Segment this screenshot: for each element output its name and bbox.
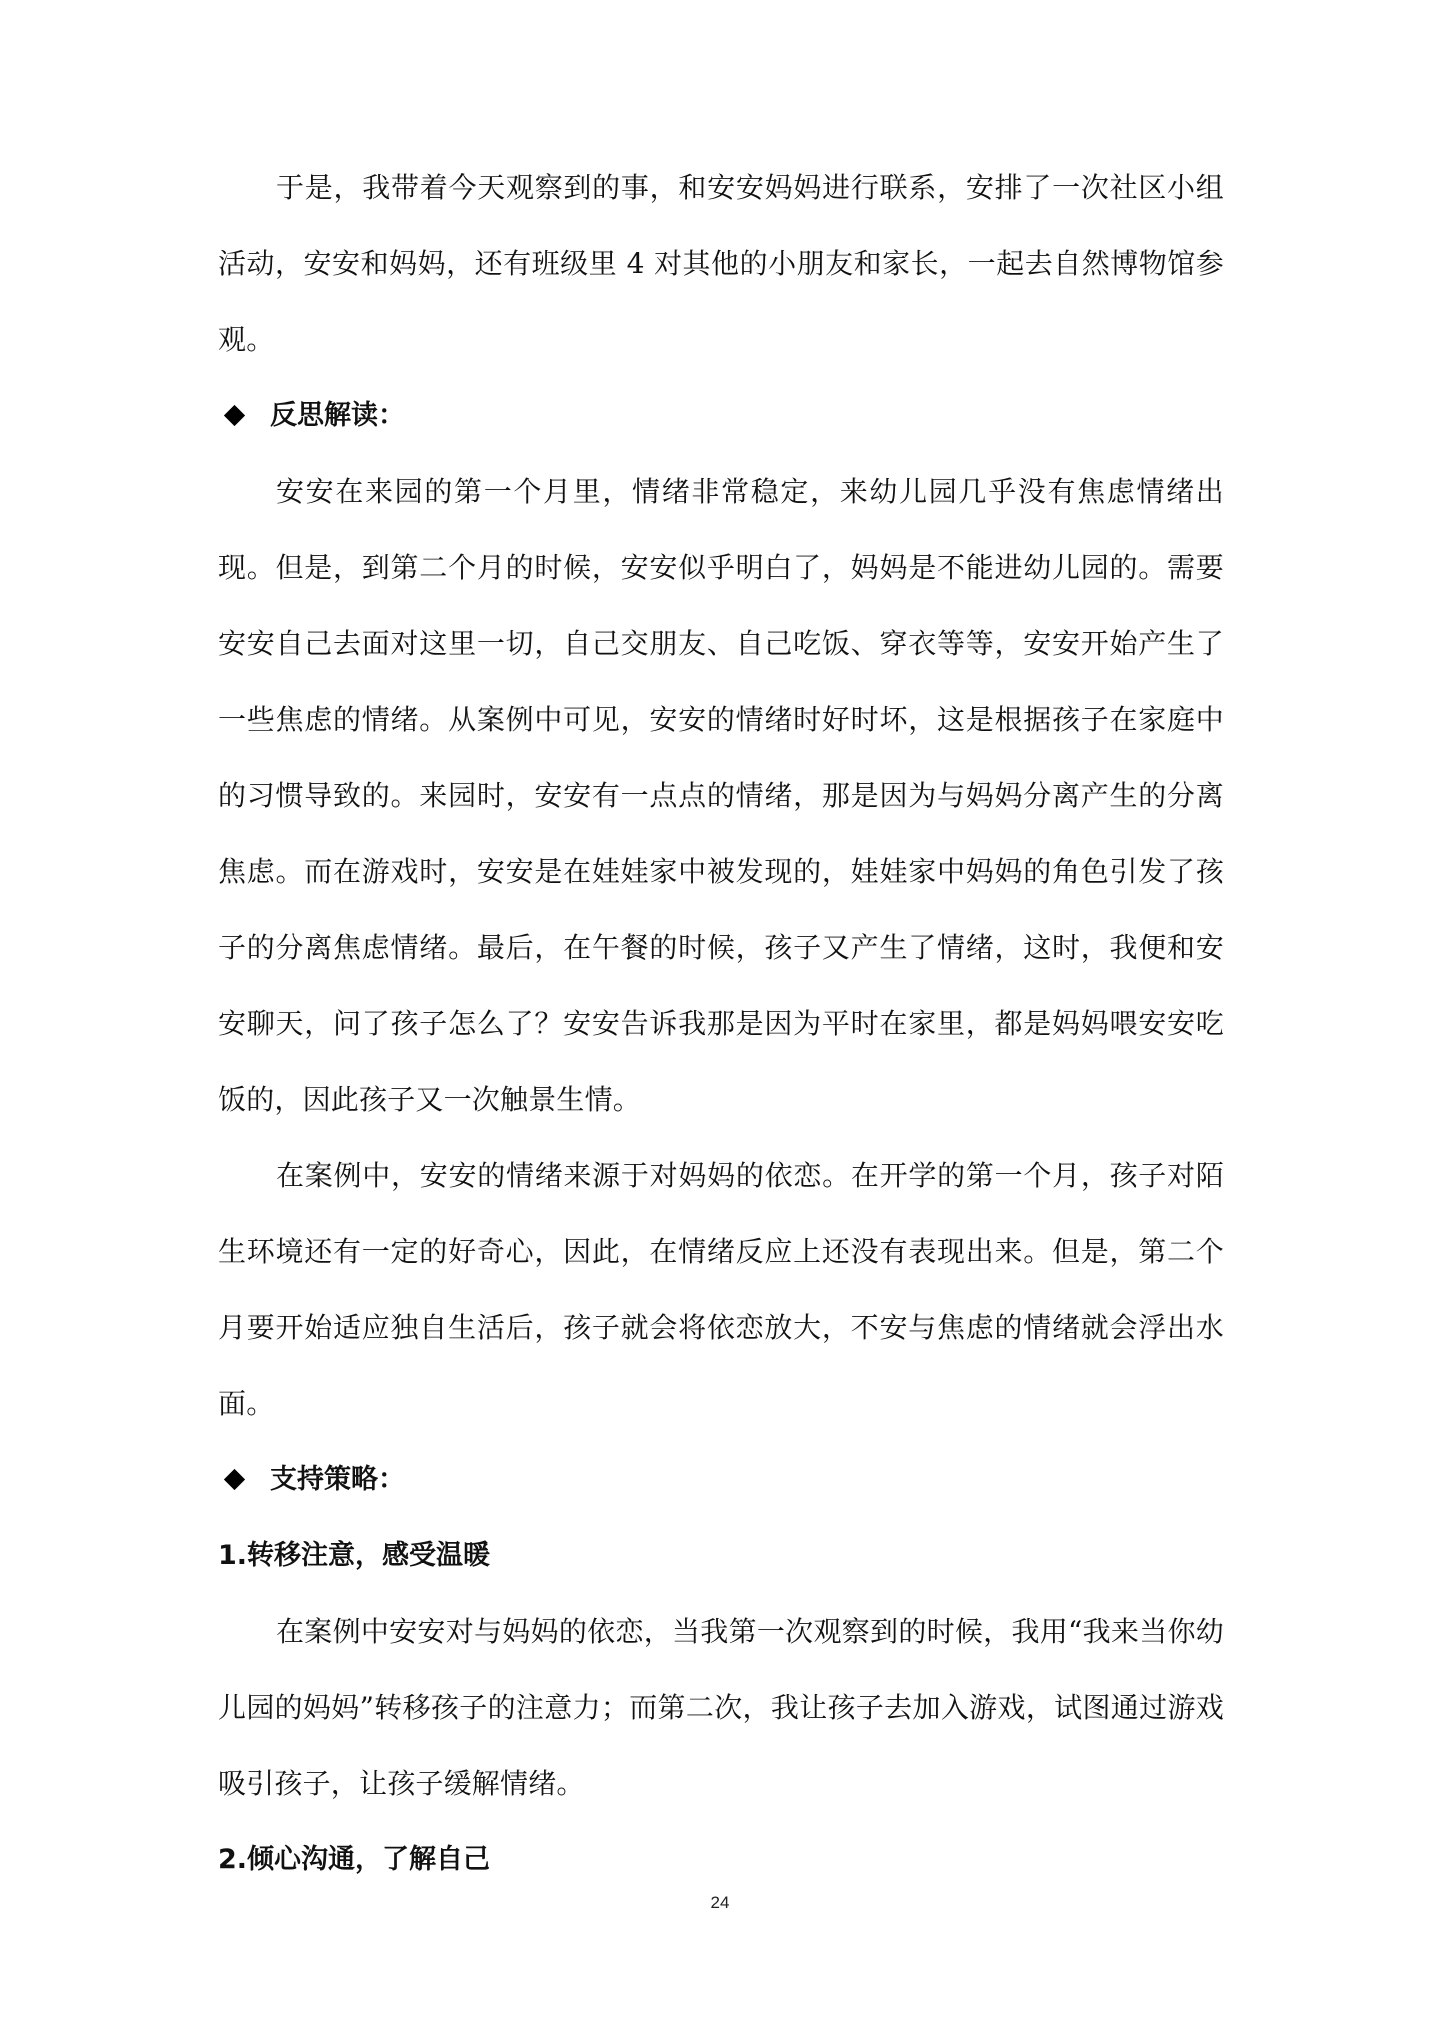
section-title-reflection: 反思解读： bbox=[270, 400, 405, 431]
page-number: 24 bbox=[710, 1893, 730, 1912]
section-heading-strategy bbox=[218, 1442, 1224, 1518]
section-heading-reflection bbox=[218, 378, 1224, 454]
paragraph-intro: 于是，我带着今天观察到的事，和安安妈妈进行联系，安排了一次社区小组活动，安安和妈妈，还有班级里 4 对其他的小朋友和家长，一起去自然博物馆参观。 bbox=[218, 171, 1224, 356]
strategy-subheading-2: 2.倾心沟通，了解自己 bbox=[218, 1844, 491, 1875]
strategy-subheading-1: 1.转移注意，感受温暖 bbox=[218, 1540, 491, 1571]
document-page bbox=[218, 150, 1224, 1898]
paragraph-strategy-1: 在案例中安安对与妈妈的依恋，当我第一次观察到的时候，我用“我来当你幼儿园的妈妈”转移孩子的注意力；而第二次，我让孩子去加入游戏，试图通过游戏吸引孩子，让孩子缓解情绪。 bbox=[218, 1615, 1224, 1800]
paragraph-reflection-1: 安安在来园的第一个月里，情绪非常稳定，来幼儿园几乎没有焦虑情绪出现。但是，到第二个月的时候，安安似乎明白了，妈妈是不能进幼儿园的。需要安安自己去面对这里一切，自己交朋友、自己吃饭、穿衣等等，安安开始产生了一些焦虑的情绪。从案例中可见，安安的情绪时好时坏，这是根据孩子在家庭中的习惯导致的。来园时，安安有一点点的情绪，那是因为与妈妈分离产生的分离焦虑。而在游戏时，安安是在娃娃家中被发现的，娃娃家中妈妈的角色引发了孩子的分离焦虑情绪。最后，在午餐的时候，孩子又产生了情绪，这时，我便和安安聊天，问了孩子怎么了？安安告诉我那是因为平时在家里，都是妈妈喂安安吃饭的，因此孩子又一次触景生情。 bbox=[218, 475, 1224, 1116]
diamond-bullet-icon bbox=[224, 1469, 246, 1491]
section-title-strategy: 支持策略： bbox=[270, 1464, 405, 1495]
paragraph-reflection-2: 在案例中，安安的情绪来源于对妈妈的依恋。在开学的第一个月，孩子对陌生环境还有一定的好奇心，因此，在情绪反应上还没有表现出来。但是，第二个月要开始适应独自生活后，孩子就会将依恋放大，不安与焦虑的情绪就会浮出水面。 bbox=[218, 1159, 1224, 1420]
diamond-bullet-icon bbox=[224, 405, 246, 427]
